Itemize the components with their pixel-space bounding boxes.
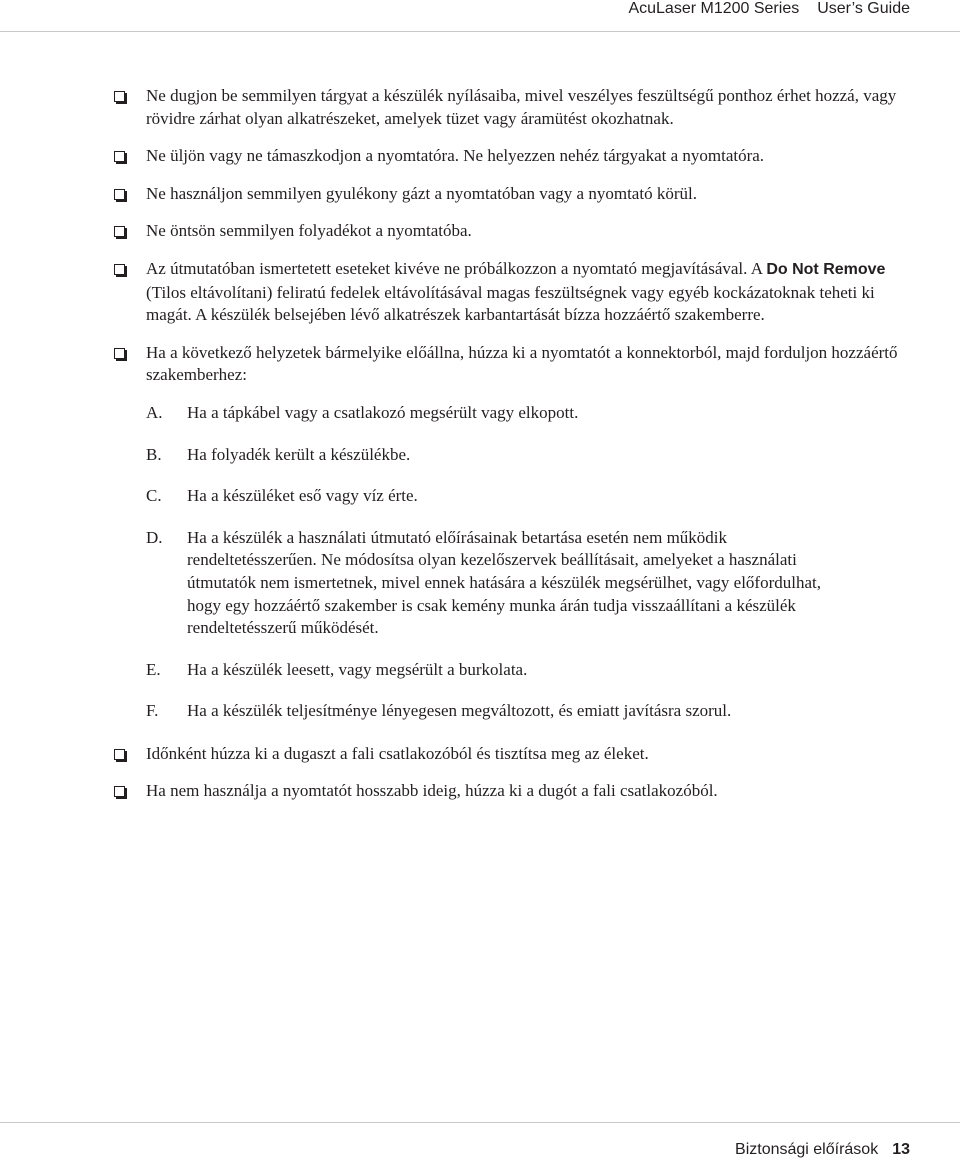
sublist-item (146, 402, 904, 425)
safety-instructions-list (114, 85, 904, 818)
checkbox-bullet-icon (114, 749, 125, 760)
sublist-item-text: Ha a tápkábel vagy a csatlakozó megsérült vagy elkopott. (187, 402, 579, 422)
footer-section-title: Biztonsági előírások (735, 1141, 879, 1158)
page-footer (735, 1141, 910, 1159)
header-divider (0, 31, 960, 32)
sublist-item-text: Ha a készülék a használati útmutató előírásainak betartása esetén nem működik rendeltetésszerűen. Ne módosítsa olyan kezelőszervek beállításait, amelyeket a használati útmutatók nem ismertetnek, mivel ennek hatására a készülék megsérülhet, vagy előfordulhat, hogy egy hozzáértő szakember is csak kemény munka árán tudja visszaállítani a készülék rendeltetésszerű működését. (187, 527, 821, 638)
sublist-item (146, 527, 904, 640)
checkbox-bullet-icon (114, 786, 125, 797)
checkbox-bullet-icon (114, 91, 125, 102)
sublist-item-text: Ha a készülék teljesítménye lényegesen megváltozott, és emiatt javításra szorul. (187, 701, 732, 721)
list-item-text: Ne használjon semmilyen gyulékony gázt a nyomtatóban vagy a nyomtató körül. (146, 183, 697, 203)
sublist-item (146, 659, 904, 682)
service-conditions-sublist (146, 402, 904, 723)
sublist-item-letter: A. (146, 402, 163, 422)
sublist-item-text: Ha a készüléket eső vagy víz érte. (187, 486, 418, 506)
list-item-text: Ha a következő helyzetek bármelyike előállna, húzza ki a nyomtatót a konnektorból, majd forduljon hozzáértő szakemberhez: (146, 342, 898, 385)
list-item (114, 220, 904, 243)
list-item (114, 258, 904, 327)
sublist-item (146, 700, 904, 723)
list-item (114, 145, 904, 168)
checkbox-bullet-icon (114, 348, 125, 359)
checkbox-bullet-icon (114, 264, 125, 275)
sublist-item (146, 485, 904, 508)
list-item-text: Ne dugjon be semmilyen tárgyat a készülék nyílásaiba, mivel veszélyes feszültségű ponthoz érhet hozzá, vagy rövidre zárhat olyan alkatrészeket, amelyek tüzet vagy áramütést okozhatnak. (146, 86, 897, 128)
checkbox-bullet-icon (114, 151, 125, 162)
sublist-item (146, 444, 904, 467)
sublist-item-text: Ha folyadék került a készülékbe. (187, 444, 411, 464)
sublist-item-letter: E. (146, 659, 161, 679)
list-item (114, 342, 904, 723)
list-item (114, 85, 904, 130)
sublist-item-text: Ha a készülék leesett, vagy megsérült a burkolata. (187, 659, 528, 679)
list-item-text-before: Az útmutatóban ismertetett eseteket kivéve ne próbálkozzon a nyomtató megjavításával. A (146, 258, 767, 278)
list-item (114, 183, 904, 206)
sublist-item-letter: C. (146, 486, 162, 506)
list-item-text: Ne öntsön semmilyen folyadékot a nyomtatóba. (146, 221, 472, 241)
sublist-item-letter: D. (146, 527, 163, 547)
sublist-item-letter: F. (146, 701, 159, 721)
header-guide-title: User’s Guide (817, 0, 910, 17)
do-not-remove-label: Do Not Remove (766, 260, 886, 278)
checkbox-bullet-icon (114, 189, 125, 200)
list-item-text: Ha nem használja a nyomtatót hosszabb ideig, húzza ki a dugót a fali csatlakozóból. (146, 781, 718, 801)
sublist-item-letter: B. (146, 444, 162, 464)
page-header (628, 0, 910, 22)
footer-divider (0, 1122, 960, 1123)
list-item-text: Időnként húzza ki a dugaszt a fali csatlakozóból és tisztítsa meg az éleket. (146, 743, 649, 763)
list-item-text-after: (Tilos eltávolítani) feliratú fedelek eltávolításával magas feszültségnek vagy egyéb kockázatoknak teheti ki magát. A készülék belsejében lévő alkatrészek karbantartását bízza hozzáértő szakemberre. (146, 282, 875, 325)
page-number: 13 (892, 1141, 910, 1158)
checkbox-bullet-icon (114, 226, 125, 237)
list-item (114, 743, 904, 766)
list-item (114, 780, 904, 803)
list-item-text: Ne üljön vagy ne támaszkodjon a nyomtatóra. Ne helyezzen nehéz tárgyakat a nyomtatóra. (146, 146, 765, 166)
header-product-title: AcuLaser M1200 Series (628, 0, 800, 17)
